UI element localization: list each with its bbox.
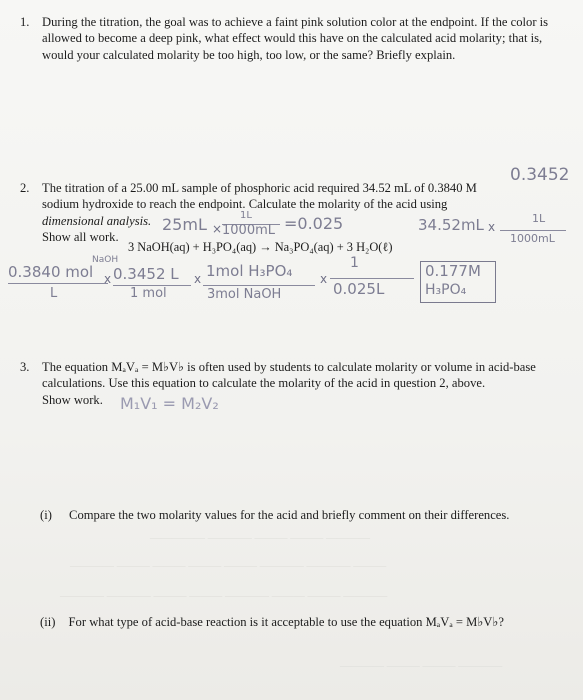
handwritten-answer: 0.177M [425,262,481,280]
handwritten-note: L [50,286,58,301]
question-text: The equation MₐVₐ = M♭V♭ is often used by students to calculate molarity or volume in acid-base calculations. Use this equation to calculate the molarity of the acid in question 2, above. Show work. [42,360,536,407]
part-text: Compare the two molarity values for the acid and briefly comment on their differences. [69,508,510,522]
handwritten-note: 1L [240,210,252,221]
question-number: 2. [20,181,30,195]
fraction-bar [203,285,315,286]
handwritten-answer: H₃PO₄ [425,282,467,298]
handwritten-note: =0.025 [284,214,344,233]
question-3-part-i [40,507,560,523]
handwritten-note: 25mL [162,215,207,234]
fraction-bar [330,278,414,279]
handwritten-note: 3mol NaOH [207,287,282,302]
bleed-through-text: ————— ———— ——— ——— ———— [150,532,370,544]
question-3-part-ii [40,614,570,630]
handwritten-note: x [104,272,112,286]
handwritten-note: 34.52mL [418,216,484,234]
question-1 [20,14,552,63]
handwritten-note: 1 mol [130,286,167,301]
boxed-answer [420,261,496,303]
bleed-through-text: ———— ———— ——— ——— ———— ——— ——— ———— [60,590,388,602]
handwritten-note: 1000mL [222,223,275,238]
handwritten-note: x [488,220,496,234]
handwritten-note: x [194,272,202,286]
handwritten-note: 1mol H₃PO₄ [206,262,293,280]
handwritten-note: 0.3840 mol [8,263,94,281]
question-text: The titration of a 25.00 mL sample of phosphoric acid required 34.52 mL of 0.3840 M sodium hydroxide to reach the endpoint. Calculate the molarity of the acid using dimensional analysis. Show all work. [42,181,477,245]
part-label: (i) [40,508,52,522]
question-number: 1. [20,15,30,29]
reaction-equation: 3 NaOH(aq) + H₃PO₄(aq) → Na₃PO₄(aq) + 3 H₂O(ℓ) [128,240,393,254]
handwritten-note: × [212,222,223,236]
handwritten-note: 1 [350,255,359,271]
part-text: For what type of acid-base reaction is it acceptable to use the equation MₐVₐ = M♭V♭? [68,615,504,629]
handwritten-note: 1L [532,212,546,225]
handwritten-note: 0.3452 L [113,265,179,283]
handwritten-note: x [320,272,328,286]
handwritten-note: NaOH [92,255,119,265]
handwritten-note: 0.3452 [510,165,570,185]
handwritten-note: 1000mL [510,232,555,245]
question-text: During the titration, the goal was to achieve a faint pink solution color at the endpoint. If the color is allowed to become a deep pink, what effect would this have on the calculated acid molarity; that is, would your calculated molarity be too high, too low, or the same? Briefly explain. [42,15,549,62]
part-label: (ii) [40,615,56,629]
question-3 [20,359,550,408]
handwritten-note: M₁V₁ = M₂V₂ [120,394,219,413]
fraction-bar [500,230,566,231]
bleed-through-text: ———— ——— ——— ———— [340,660,503,672]
bleed-through-text: ———— ——— ——— ——— ——— ———— ———— ——— [70,560,387,572]
fraction-bar [8,283,108,284]
handwritten-note: 0.025L [333,280,385,298]
question-number: 3. [20,360,30,374]
